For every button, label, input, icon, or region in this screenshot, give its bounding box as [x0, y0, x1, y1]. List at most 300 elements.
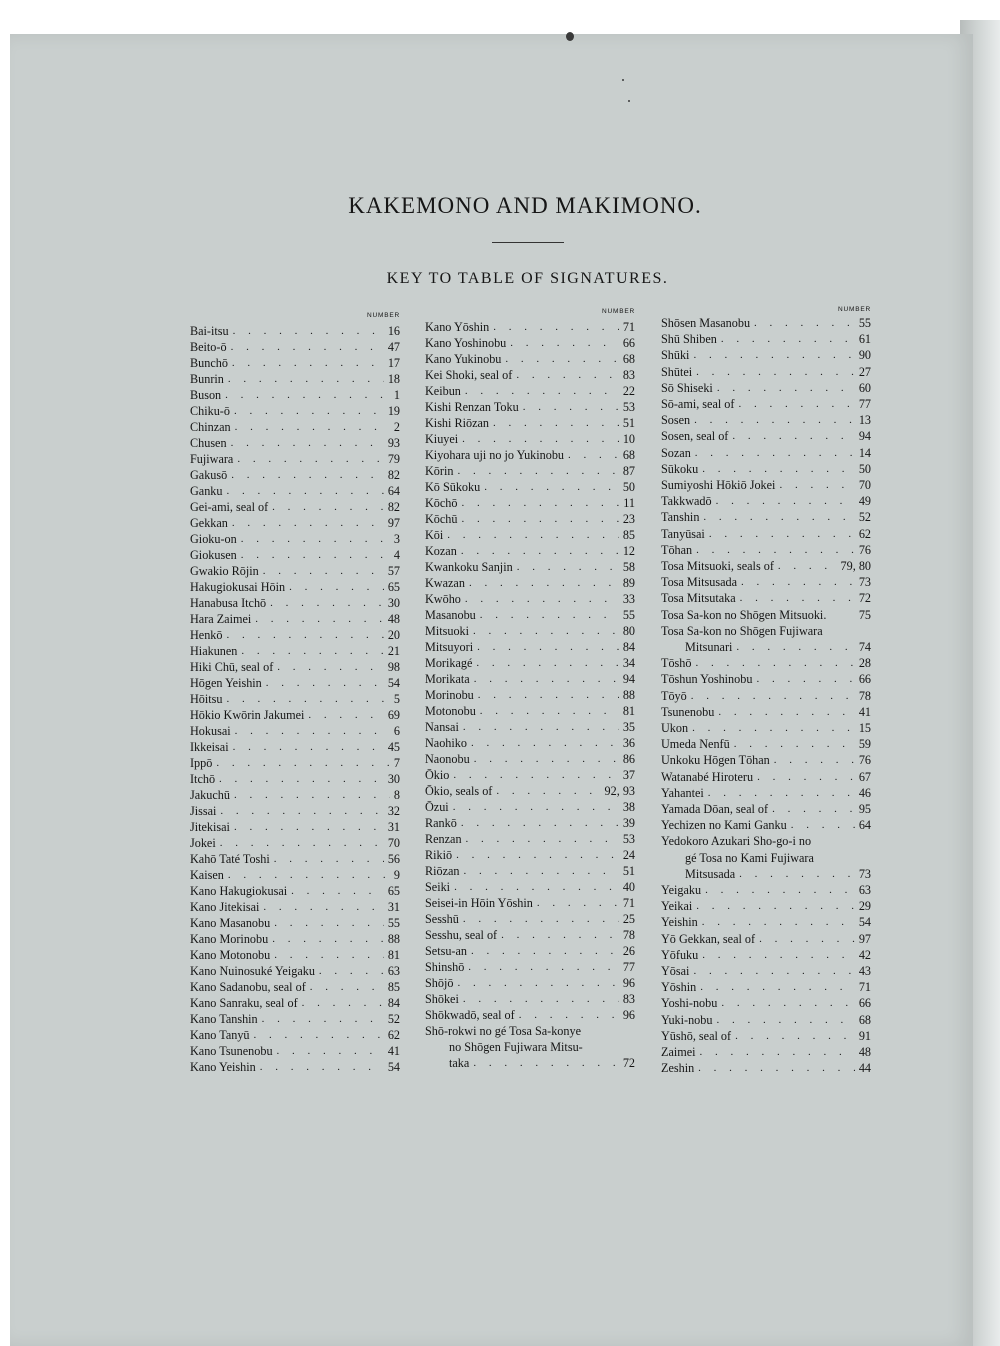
dot-leader [310, 980, 384, 995]
signature-entry [190, 340, 400, 355]
artist-name: Naohiko [425, 736, 467, 750]
reference-number: 92, 93 [604, 784, 635, 798]
reference-number: 85 [622, 528, 635, 542]
dot-leader [695, 446, 855, 461]
artist-name: Gioku-on [190, 532, 237, 546]
signature-entry [425, 688, 635, 703]
reference-number: 81 [387, 948, 400, 962]
reference-number: 96 [622, 1008, 635, 1022]
dot-leader [480, 608, 619, 623]
artist-name: Kano Tsunenobu [190, 1044, 273, 1058]
artist-name: Hōkio Kwōrin Jakumei [190, 708, 305, 722]
artist-name: Morikagé [425, 656, 473, 670]
signature-entry [425, 432, 635, 447]
reference-number: 93 [387, 436, 400, 450]
signature-entry [190, 740, 400, 755]
reference-number: 26 [622, 944, 635, 958]
reference-number: 16 [387, 324, 400, 338]
signature-column-3 [661, 306, 871, 1076]
artist-name: Fujiwara [190, 452, 234, 466]
signature-entry [661, 915, 871, 930]
artist-name: Kwazan [425, 576, 465, 590]
artist-name: Shūtei [661, 364, 693, 379]
dot-leader [735, 1029, 855, 1044]
signature-entry [661, 413, 871, 428]
dot-leader [702, 948, 855, 963]
dot-leader [721, 996, 854, 1011]
artist-name: Kano Morinobu [190, 932, 269, 946]
signature-entry [661, 996, 871, 1011]
dot-leader [736, 640, 854, 655]
dot-leader [232, 356, 384, 371]
artist-name: Ukon [661, 721, 689, 735]
artist-name: Jokei [190, 836, 216, 850]
dot-leader [703, 510, 854, 525]
reference-number: 34 [622, 656, 635, 670]
reference-number: 80 [622, 624, 635, 638]
artist-name: Kozan [425, 544, 457, 558]
artist-name: Masanobu [425, 608, 476, 622]
dot-leader [465, 384, 619, 399]
dot-leader [289, 580, 384, 595]
dot-leader [462, 512, 619, 527]
reference-number: 14 [858, 445, 871, 460]
dot-leader [266, 676, 384, 691]
signature-entry [190, 660, 400, 675]
artist-name: Kano Hakugiokusai [190, 884, 288, 898]
artist-name: Ganku [190, 484, 223, 498]
dot-leader [705, 883, 855, 898]
dot-leader [480, 704, 619, 719]
artist-name: Kano Sadanobu, seal of [190, 980, 306, 994]
reference-number: 40 [622, 880, 635, 894]
dot-leader [272, 932, 384, 947]
signature-entry [661, 753, 871, 768]
signature-entry [190, 548, 400, 563]
signature-entry [661, 316, 871, 331]
reference-number: 62 [858, 526, 871, 541]
artist-name: Itchō [190, 772, 216, 786]
dot-leader [708, 786, 855, 801]
reference-number: 55 [387, 916, 400, 930]
signature-entry [190, 452, 400, 467]
reference-number: 96 [622, 976, 635, 990]
artist-name: Tōshun Yoshinobu [661, 672, 753, 687]
reference-number: 13 [858, 413, 871, 428]
dot-leader [468, 960, 619, 975]
signature-entry [661, 543, 871, 558]
artist-name: Tanshin [661, 510, 700, 525]
reference-number: 30 [387, 772, 400, 786]
signature-entry [425, 640, 635, 655]
artist-name: Kano Masanobu [190, 916, 271, 930]
dot-leader [519, 1008, 619, 1023]
artist-name: Nansai [425, 720, 459, 734]
artist-name: Shū Shiben [661, 332, 717, 347]
signature-entry [425, 400, 635, 415]
artist-name: Kano Yeishin [190, 1060, 256, 1074]
signature-entry [190, 676, 400, 691]
reference-number: 75 [858, 607, 871, 622]
artist-name: Tōyō [661, 688, 687, 703]
signature-entry [425, 544, 635, 559]
dot-leader [319, 964, 384, 979]
artist-name: Shūki [661, 348, 690, 363]
artist-name: Kō Sūkoku [425, 480, 481, 494]
artist-name: Yōfuku [661, 947, 699, 962]
reference-number: 11 [623, 496, 635, 510]
signature-entry [190, 868, 400, 883]
reference-number: 59 [858, 737, 871, 752]
dot-leader [471, 736, 619, 751]
artist-name: Sūkoku [661, 461, 699, 476]
reference-number: 83 [622, 368, 635, 382]
artist-name: Unkoku Hōgen Tōhan [661, 753, 770, 768]
signature-entry [661, 818, 871, 833]
reference-number: 73 [858, 866, 871, 881]
reference-number: 50 [858, 461, 871, 476]
artist-name: Sozan [661, 445, 691, 460]
signature-entry [661, 494, 871, 509]
signature-entry [425, 384, 635, 399]
dot-leader [469, 576, 619, 591]
reference-number: 90 [858, 348, 871, 363]
artist-name: gé Tosa no Kami Fujiwara [685, 850, 814, 865]
signature-entry [661, 559, 871, 574]
signature-entry [661, 689, 871, 704]
artist-name: Kano Jitekisai [190, 900, 260, 914]
signature-entry [190, 852, 400, 867]
dot-leader [568, 448, 619, 463]
artist-name: Motonobu [425, 704, 476, 718]
dot-leader [277, 1044, 384, 1059]
signature-entry [190, 500, 400, 515]
signature-entry [190, 516, 400, 531]
dot-leader [696, 543, 855, 558]
dot-leader [516, 368, 618, 383]
dot-leader [517, 560, 619, 575]
dot-leader [741, 575, 855, 590]
artist-name: Chiku-ō [190, 404, 230, 418]
dot-leader [702, 462, 855, 477]
dot-leader [241, 532, 390, 547]
signature-entry [661, 786, 871, 801]
dot-leader [447, 528, 619, 543]
dot-leader [274, 948, 384, 963]
signature-entry [425, 848, 635, 863]
signature-entry [190, 484, 400, 499]
dot-leader [757, 770, 855, 785]
reference-number: 71 [858, 980, 871, 995]
dot-leader [756, 672, 854, 687]
artist-name: Gakusō [190, 468, 228, 482]
reference-number: 12 [622, 544, 635, 558]
artist-name: Shōkei [425, 992, 459, 1006]
artist-name: Watanabé Hiroteru [661, 769, 754, 784]
dot-leader [537, 896, 619, 911]
reference-number: 64 [858, 818, 871, 833]
signature-entry [425, 560, 635, 575]
dot-leader [234, 820, 384, 835]
ink-speck [566, 32, 574, 41]
artist-name: Beito-ō [190, 340, 227, 354]
dot-leader [698, 1061, 855, 1076]
dot-leader [465, 592, 619, 607]
signature-entry [425, 608, 635, 623]
dot-leader [739, 867, 855, 882]
artist-name: Bunrin [190, 372, 224, 386]
artist-name: Kaisen [190, 868, 224, 882]
reference-number: 5 [393, 692, 400, 706]
signature-entry [661, 397, 871, 412]
dot-leader [759, 932, 855, 947]
signature-entry [190, 724, 400, 739]
signature-entry [190, 772, 400, 787]
reference-number: 24 [622, 848, 635, 862]
reference-number: 91 [858, 1028, 871, 1043]
signature-entry [190, 532, 400, 547]
artist-name: Kano Motonobu [190, 948, 271, 962]
artist-name: Gekkan [190, 516, 228, 530]
reference-number: 95 [858, 802, 871, 816]
signature-entry [190, 372, 400, 387]
artist-name: Mitsusada [685, 866, 736, 881]
signature-entry [190, 580, 400, 595]
signature-entry [425, 528, 635, 543]
reference-number: 79, 80 [840, 559, 871, 573]
reference-number: 33 [622, 592, 635, 606]
artist-name: Shinshō [425, 960, 465, 974]
signature-entry [661, 1013, 871, 1028]
artist-name: Hanabusa Itchō [190, 596, 267, 610]
reference-number: 43 [858, 964, 871, 978]
dot-leader [453, 800, 619, 815]
dot-leader [774, 753, 855, 768]
reference-number: 69 [387, 708, 400, 722]
reference-number: 48 [858, 1045, 871, 1059]
reference-number: 42 [858, 947, 871, 962]
reference-number: 52 [387, 1012, 400, 1026]
reference-number: 68 [622, 352, 635, 366]
dot-leader [462, 496, 620, 511]
reference-number: 31 [387, 900, 400, 914]
artist-name: Riōzan [425, 864, 460, 878]
dot-leader [234, 788, 390, 803]
signature-entry [661, 365, 871, 380]
artist-name: Mitsuyori [425, 640, 474, 654]
reference-number: 41 [858, 704, 871, 719]
signature-entry [425, 720, 635, 735]
artist-name: Kishi Renzan Toku [425, 400, 519, 414]
signature-entry [661, 932, 871, 947]
signature-entry [661, 1029, 871, 1044]
dot-leader [254, 1028, 384, 1043]
reference-number: 82 [387, 468, 400, 482]
artist-name: Rankō [425, 816, 457, 830]
reference-number: 71 [622, 896, 635, 910]
dot-leader [463, 992, 619, 1007]
signature-entry [190, 324, 400, 339]
artist-name: Shōkwadō, seal of [425, 1008, 515, 1022]
artist-name: Yechizen no Kami Ganku [661, 818, 787, 833]
dot-leader [732, 429, 854, 444]
reference-number: 20 [387, 628, 400, 642]
signature-entry [661, 381, 871, 396]
signature-entry [425, 976, 635, 991]
reference-number: 98 [387, 660, 400, 674]
dot-leader [454, 880, 619, 895]
signature-entry [190, 1044, 400, 1059]
artist-name: Kōrin [425, 464, 454, 478]
signature-entry [190, 644, 400, 659]
signature-entry [425, 448, 635, 463]
number-header: NUMBER [602, 308, 635, 315]
signature-entry [190, 436, 400, 451]
signature-entry [661, 948, 871, 963]
dot-leader [476, 656, 618, 671]
artist-name: Sō-ami, seal of [661, 397, 735, 411]
artist-name: Sesshū [425, 912, 459, 926]
artist-name: Kiuyei [425, 432, 459, 446]
dot-leader [791, 818, 855, 833]
reference-number: 8 [393, 788, 400, 802]
signature-entry [190, 356, 400, 371]
reference-number: 44 [858, 1061, 871, 1076]
signature-entry [661, 608, 871, 623]
dot-leader [493, 320, 619, 335]
dot-leader [233, 740, 384, 755]
signature-entry [425, 944, 635, 959]
signature-entry [425, 768, 635, 783]
signature-entry [425, 1040, 635, 1055]
dot-leader [237, 452, 383, 467]
artist-name: Tōshō [661, 656, 692, 671]
dot-leader [225, 388, 390, 403]
reference-number: 23 [622, 512, 635, 526]
reference-number: 86 [622, 752, 635, 766]
dot-leader [740, 591, 855, 606]
reference-number: 68 [858, 1012, 871, 1027]
signature-entry [661, 802, 871, 817]
reference-number: 54 [387, 676, 400, 690]
artist-name: Kano Tanshin [190, 1012, 258, 1026]
reference-number: 65 [387, 884, 400, 898]
artist-name: Zaimei [661, 1045, 696, 1059]
artist-name: Tanyūsai [661, 526, 705, 541]
artist-name: Ōkio [425, 768, 450, 782]
artist-name: Yeigaku [661, 883, 702, 897]
reference-number: 63 [387, 964, 400, 978]
signature-entry [661, 1045, 871, 1060]
signature-entry [425, 416, 635, 431]
signature-entry [190, 468, 400, 483]
signature-entry [661, 672, 871, 687]
artist-name: Mitsuoki [425, 624, 470, 638]
signature-entry [425, 496, 635, 511]
reference-number: 18 [387, 372, 400, 386]
reference-number: 19 [387, 404, 400, 418]
reference-number: 67 [858, 769, 871, 784]
dot-leader [227, 484, 384, 499]
artist-name: Ippō [190, 756, 213, 770]
dot-leader [308, 708, 383, 723]
artist-name: Morinobu [425, 688, 474, 702]
artist-name: Setsu-an [425, 944, 467, 958]
dot-leader [478, 688, 619, 703]
artist-name: Yōshin [661, 980, 697, 995]
artist-name: Yoshi-nobu [661, 996, 718, 1011]
signature-entry [190, 980, 400, 995]
artist-name: Giokusen [190, 548, 237, 562]
reference-number: 3 [393, 532, 400, 546]
signature-entry [425, 592, 635, 607]
artist-name: Ōzui [425, 800, 449, 814]
reference-number: 4 [393, 548, 400, 562]
reference-number: 21 [387, 644, 400, 658]
artist-name: Kwōho [425, 592, 461, 606]
signature-entry [425, 912, 635, 927]
signature-entry [190, 628, 400, 643]
ink-speck [628, 100, 630, 102]
artist-name: Takkwadō [661, 494, 712, 509]
reference-number: 66 [622, 336, 635, 350]
artist-name: Kano Yōshin [425, 320, 490, 334]
artist-name: Hiki Chū, seal of [190, 660, 274, 674]
number-header: NUMBER [838, 306, 871, 313]
reference-number: 53 [622, 832, 635, 846]
reference-number: 30 [387, 596, 400, 610]
reference-number: 27 [858, 364, 871, 379]
artist-name: Renzan [425, 832, 462, 846]
artist-name: Yō Gekkan, seal of [661, 931, 756, 946]
dot-leader [464, 864, 619, 879]
reference-number: 49 [858, 494, 871, 509]
artist-name: Sosen, seal of [661, 429, 729, 444]
reference-number: 73 [858, 575, 871, 590]
reference-number: 77 [858, 397, 871, 411]
signature-entry [425, 624, 635, 639]
signature-entry [425, 864, 635, 879]
dot-leader [717, 381, 855, 396]
signature-entry [661, 348, 871, 363]
dot-leader [255, 612, 384, 627]
reference-number: 47 [387, 340, 400, 354]
reference-number: 53 [622, 400, 635, 414]
artist-name: Naonobu [425, 752, 470, 766]
artist-name: Gwakio Rōjin [190, 564, 259, 578]
reference-number: 29 [858, 899, 871, 914]
dot-leader [716, 494, 855, 509]
signature-entry [661, 446, 871, 461]
signature-entry [425, 336, 635, 351]
reference-number: 77 [622, 960, 635, 974]
page-title: KAKEMONO AND MAKIMONO. [348, 193, 702, 218]
artist-name: Henkō [190, 628, 223, 642]
dot-leader [241, 548, 390, 563]
artist-name: Hōgen Yeishin [190, 676, 262, 690]
signature-entry [425, 1024, 635, 1039]
reference-number: 54 [387, 1060, 400, 1074]
artist-name: Kōchō [425, 496, 458, 510]
reference-number: 88 [387, 932, 400, 946]
dot-leader [461, 544, 619, 559]
dot-leader [716, 1013, 854, 1028]
reference-number: 39 [622, 816, 635, 830]
reference-number: 72 [622, 1056, 635, 1070]
dot-leader [241, 644, 383, 659]
dot-leader [772, 802, 855, 817]
dot-leader [457, 464, 618, 479]
